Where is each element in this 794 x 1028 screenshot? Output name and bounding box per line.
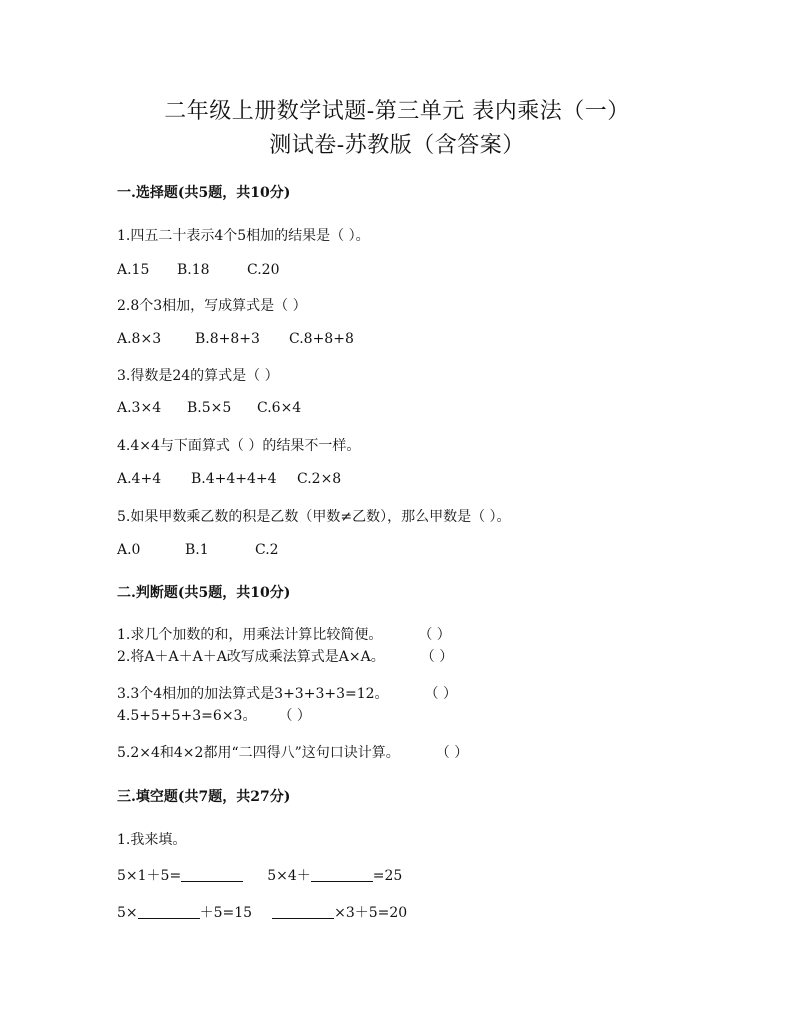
option-a: A.3×4	[117, 400, 162, 416]
option-c: C.2	[255, 542, 279, 558]
choice-options-5	[117, 542, 279, 558]
choice-options-3	[117, 400, 301, 416]
choice-question-4: 4.4×4与下面算式（ ）的结果不一样。	[117, 438, 361, 454]
judge-item-3	[117, 683, 457, 703]
equation-b-suffix: ×3＋5=20	[334, 905, 408, 921]
choice-question-1: 1.四五二十表示4个5相加的结果是（ ）。	[117, 228, 370, 244]
option-c: C.6×4	[257, 400, 302, 416]
fill-row-1	[117, 865, 402, 885]
equation-b-suffix: =25	[372, 868, 403, 884]
judge-item-text: 5.2×4和4×2都用“二四得八”这句口诀计算。	[117, 745, 400, 761]
judge-item-4	[117, 705, 311, 725]
judge-item-text: 2.将A＋A＋A＋A改写成乘法算式是A×A。	[117, 649, 385, 665]
judge-item-2	[117, 646, 453, 666]
worksheet-title-line1: 二年级上册数学试题-第三单元 表内乘法（一）	[164, 99, 630, 124]
answer-parentheses: （ ）	[435, 745, 469, 761]
option-b: B.5×5	[187, 400, 232, 416]
answer-blank[interactable]	[311, 867, 373, 882]
judge-item-text: 3.3个4相加的加法算式是3+3+3+3=12。	[117, 686, 389, 702]
option-b: B.8+8+3	[195, 331, 260, 347]
option-a: A.4+4	[117, 471, 162, 487]
choice-question-2: 2.8个3相加，写成算式是（ ）	[117, 298, 307, 314]
option-c: C.20	[247, 262, 280, 278]
option-b: B.18	[177, 262, 210, 278]
fill-row-2	[117, 902, 407, 922]
equation-a-prefix: 5×	[117, 905, 138, 921]
answer-parentheses: （ ）	[424, 686, 457, 702]
judge-item-5	[117, 742, 468, 762]
choice-options-1	[117, 262, 279, 278]
section-heading-choice: 一.选择题(共5题，共10分)	[117, 185, 291, 201]
choice-options-4	[117, 471, 341, 487]
option-a: A.0	[117, 542, 141, 558]
choice-question-3: 3.得数是24的算式是（ ）	[117, 368, 279, 384]
section-heading-judge: 二.判断题(共5题，共10分)	[117, 585, 291, 601]
answer-blank[interactable]	[138, 904, 200, 919]
answer-blank[interactable]	[272, 904, 334, 919]
answer-parentheses: （ ）	[278, 708, 311, 724]
judge-item-1	[117, 624, 451, 644]
option-a: A.15	[117, 262, 150, 278]
equation-a-prefix: 5×1＋5=	[117, 868, 182, 884]
worksheet-title-line2: 测试卷-苏教版（含答案）	[269, 133, 525, 158]
equation-a-suffix: ＋5=15	[199, 905, 253, 921]
option-c: C.2×8	[297, 471, 342, 487]
judge-item-text: 4.5+5+5+3=6×3。	[117, 708, 257, 724]
choice-options-2	[117, 331, 354, 347]
option-c: C.8+8+8	[289, 331, 354, 347]
answer-parentheses: （ ）	[418, 627, 451, 643]
answer-blank[interactable]	[181, 867, 243, 882]
equation-b-prefix: 5×4＋	[267, 868, 311, 884]
option-b: B.1	[185, 542, 209, 558]
judge-item-text: 1.求几个加数的和，用乘法计算比较简便。	[117, 627, 383, 643]
option-b: B.4+4+4+4	[191, 471, 277, 487]
section-heading-fill: 三.填空题(共7题，共27分)	[117, 789, 291, 805]
choice-question-5: 5.如果甲数乘乙数的积是乙数（甲数≠乙数），那么甲数是（ ）。	[117, 509, 511, 525]
fill-question-1: 1.我来填。	[117, 832, 187, 848]
answer-parentheses: （ ）	[420, 649, 454, 665]
option-a: A.8×3	[117, 331, 162, 347]
